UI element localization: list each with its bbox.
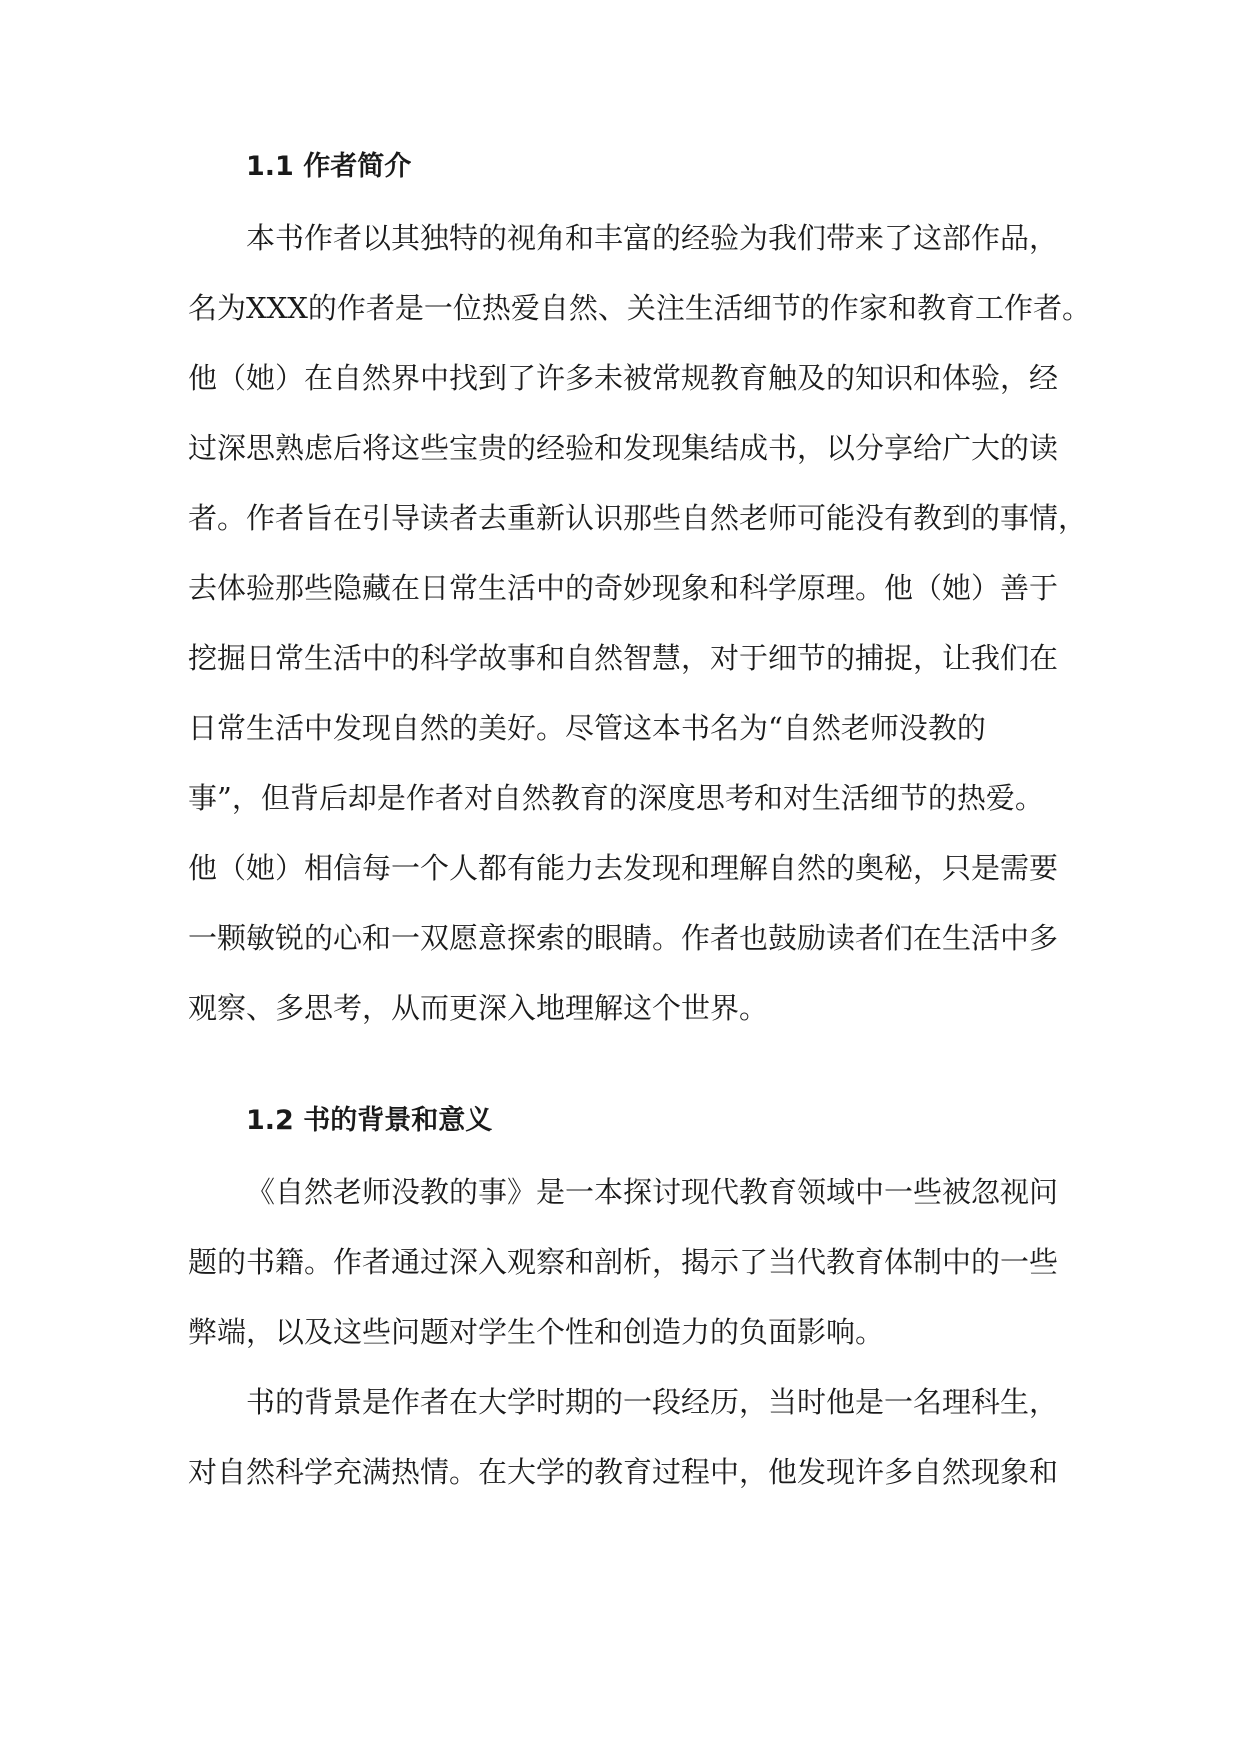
paragraph-line: 本书作者以其独特的视角和丰富的经验为我们带来了这部作品， xyxy=(246,221,1059,255)
paragraph-line: 者。作者旨在引导读者去重新认识那些自然老师可能没有教到的事情， xyxy=(188,501,1088,535)
section-heading-background-significance: 1.2 书的背景和意义 xyxy=(246,1105,493,1136)
paragraph-line: 对自然科学充满热情。在大学的教育过程中，他发现许多自然现象和 xyxy=(188,1455,1059,1489)
paragraph-line: 弊端，以及这些问题对学生个性和创造力的负面影响。 xyxy=(188,1315,885,1349)
paragraph-line: 名为XXX的作者是一位热爱自然、关注生活细节的作家和教育工作者。 xyxy=(188,291,1091,325)
paragraph-line: 观察、多思考，从而更深入地理解这个世界。 xyxy=(188,991,769,1025)
paragraph-line: 日常生活中发现自然的美好。尽管这本书名为“自然老师没教的 xyxy=(188,711,986,745)
paragraph-line: 他（她）相信每一个人都有能力去发现和理解自然的奥秘，只是需要 xyxy=(188,851,1059,885)
paragraph-line: 《自然老师没教的事》是一本探讨现代教育领域中一些被忽视问 xyxy=(246,1175,1059,1209)
paragraph-line: 过深思熟虑后将这些宝贵的经验和发现集结成书，以分享给广大的读 xyxy=(188,431,1059,465)
paragraph-line: 一颗敏锐的心和一双愿意探索的眼睛。作者也鼓励读者们在生活中多 xyxy=(188,921,1059,955)
paragraph-line: 事”，但背后却是作者对自然教育的深度思考和对生活细节的热爱。 xyxy=(188,781,1044,815)
paragraph-line: 去体验那些隐藏在日常生活中的奇妙现象和科学原理。他（她）善于 xyxy=(188,571,1059,605)
paragraph-line: 他（她）在自然界中找到了许多未被常规教育触及的知识和体验，经 xyxy=(188,361,1059,395)
paragraph-line: 书的背景是作者在大学时期的一段经历，当时他是一名理科生， xyxy=(246,1385,1059,1419)
section-heading-author-intro: 1.1 作者简介 xyxy=(246,151,412,182)
paragraph-line: 挖掘日常生活中的科学故事和自然智慧，对于细节的捕捉，让我们在 xyxy=(188,641,1059,675)
document-page xyxy=(188,148,1091,1522)
paragraph-line: 题的书籍。作者通过深入观察和剖析，揭示了当代教育体制中的一些 xyxy=(188,1245,1059,1279)
